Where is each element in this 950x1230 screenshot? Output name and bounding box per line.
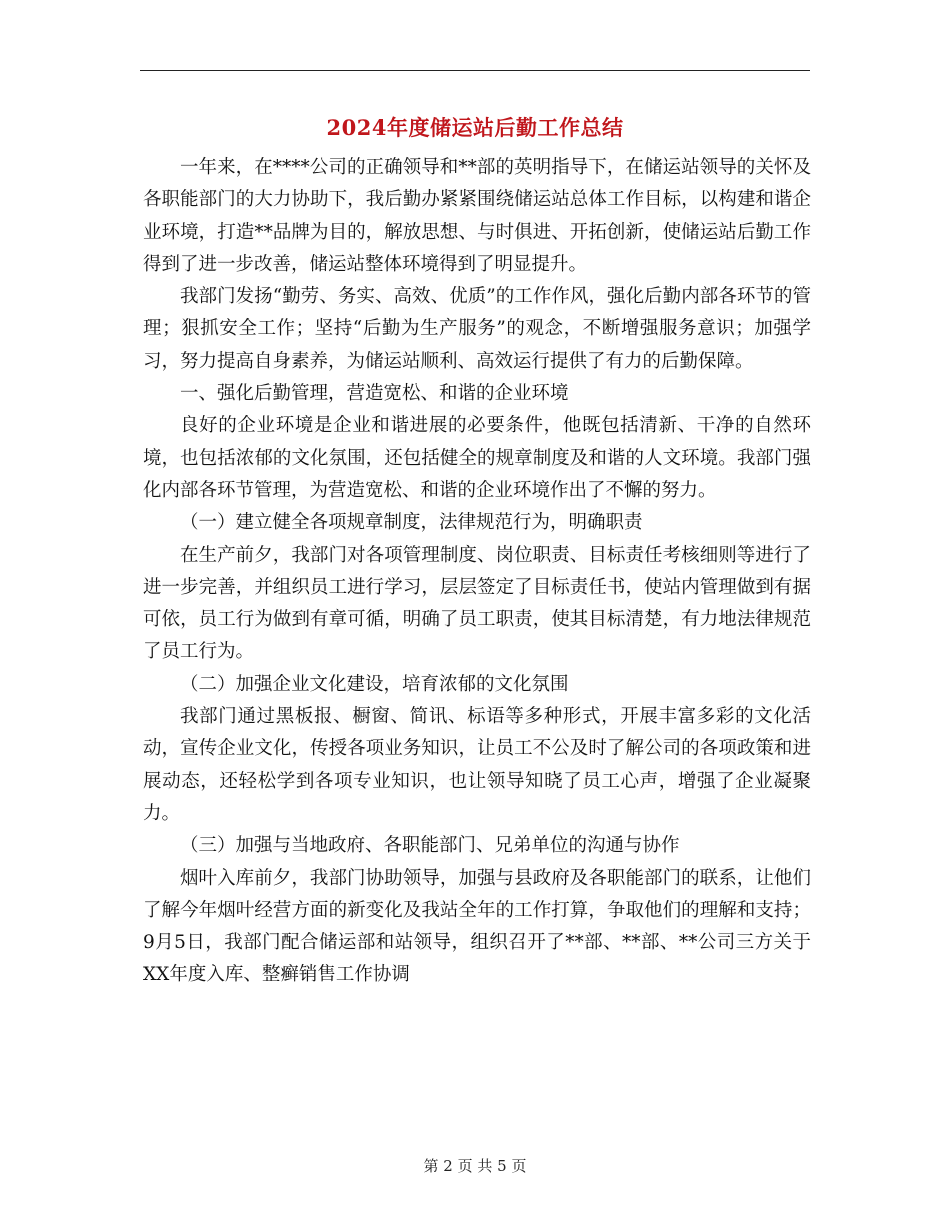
section-heading: 一、强化后勤管理，营造宽松、和谐的企业环境 (180, 383, 569, 405)
subsection-heading: （三）加强与当地政府、各职能部门、兄弟单位的沟通与协作 (180, 835, 680, 857)
paragraph: 一年来，在****公司的正确领导和**部的英明指导下，在储运站领导的关怀及各职能部门的大力协助下，我后勤办紧紧围绕储运站总体工作目标，以构建和谐企业环境，打造**品牌为目的，解放思想、与时俱进、开拓创新，使储运站后勤工作得到了进一步改善，储运站整体环境得到了明显提升。 (143, 157, 811, 275)
page-footer: 第 2 页 共 5 页 (423, 1157, 527, 1175)
header-rule (140, 70, 810, 71)
paragraph: 在生产前夕，我部门对各项管理制度、岗位职责、目标责任考核细则等进行了进一步完善，并组织员工进行学习，层层签定了目标责任书，使站内管理做到有据可依，员工行为做到有章可循，明确了员工职责，使其目标清楚，有力地法律规范了员工行为。 (143, 544, 811, 663)
paragraph: 烟叶入库前夕，我部门协助领导，加强与县政府及各职能部门的联系，让他们了解今年烟叶经营方面的新变化及我站全年的工作打算，争取他们的理解和支持；9月5日，我部门配合储运部和站领导，组织召开了**部、**部、**公司三方关于XX年度入库、整癣销售工作协调 (143, 867, 811, 986)
document-title: 2024年度储运站后勤工作总结 (326, 115, 624, 140)
subsection-heading: （二）加强企业文化建设，培育浓郁的文化氛围 (180, 673, 569, 695)
paragraph: 良好的企业环境是企业和谐进展的必要条件，他既包括清新、干净的自然环境，也包括浓郁的文化氛围，还包括健全的规章制度及和谐的人文环境。我部门强化内部各环节管理，为营造宽松、和谐的企业环境作出了不懈的努力。 (143, 415, 811, 501)
paragraph: 我部门通过黑板报、橱窗、简讯、标语等多种形式，开展丰富多彩的文化活动，宣传企业文化，传授各项业务知识，让员工不公及时了解公司的各项政策和进展动态，还轻松学到各项专业知识，也让领导知晓了员工心声，增强了企业凝聚力。 (143, 706, 811, 824)
paragraph: 我部门发扬“勤劳、务实、高效、优质”的工作作风，强化后勤内部各环节的管理；狠抓安全工作；坚持“后勤为生产服务”的观念，不断增强服务意识；加强学习，努力提高自身素养，为储运站顺利、高效运行提供了有力的后勤保障。 (143, 286, 811, 372)
subsection-heading: （一）建立健全各项规章制度，法律规范行为，明确职责 (180, 512, 643, 534)
document-body (143, 152, 811, 992)
